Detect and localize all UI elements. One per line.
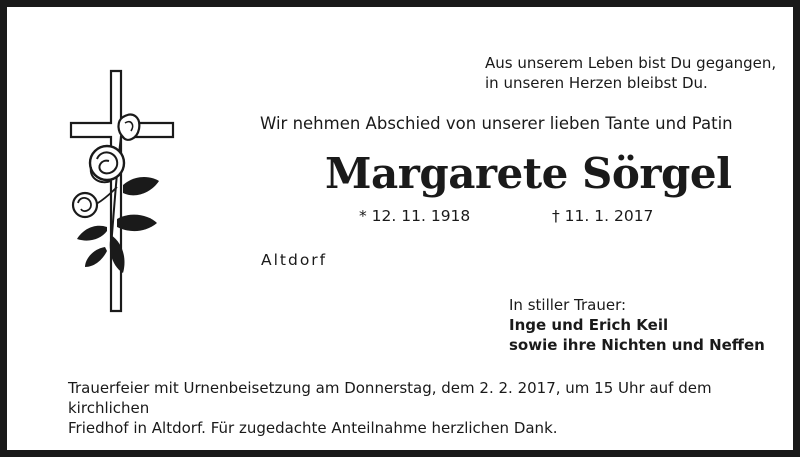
birth-date: * 12. 11. 1918	[359, 207, 471, 225]
funeral-info	[68, 378, 768, 438]
mourners	[509, 295, 765, 355]
mourners-line-1: Inge und Erich Keil	[509, 316, 669, 334]
death-date: † 11. 1. 2017	[552, 207, 654, 225]
deceased-name: Margarete Sörgel	[325, 149, 732, 198]
place: Altdorf	[261, 251, 328, 269]
mourners-heading: In stiller Trauer:	[509, 296, 627, 314]
verse-line-1: Aus unserem Leben bist Du gegangen,	[485, 54, 777, 72]
verse-line-2: in unseren Herzen bleibst Du.	[485, 74, 708, 92]
verse	[485, 53, 776, 93]
mourners-line-2: sowie ihre Nichten und Neffen	[509, 336, 765, 354]
cross-with-roses-icon	[67, 67, 177, 317]
intro-text: Wir nehmen Abschied von unserer lieben Tante und Patin	[260, 114, 733, 133]
funeral-line-2: Friedhof in Altdorf. Für zugedachte Anteilnahme herzlichen Dank.	[68, 419, 558, 437]
funeral-line-1: Trauerfeier mit Urnenbeisetzung am Donnerstag, dem 2. 2. 2017, um 15 Uhr auf dem kirchlichen	[68, 379, 712, 417]
